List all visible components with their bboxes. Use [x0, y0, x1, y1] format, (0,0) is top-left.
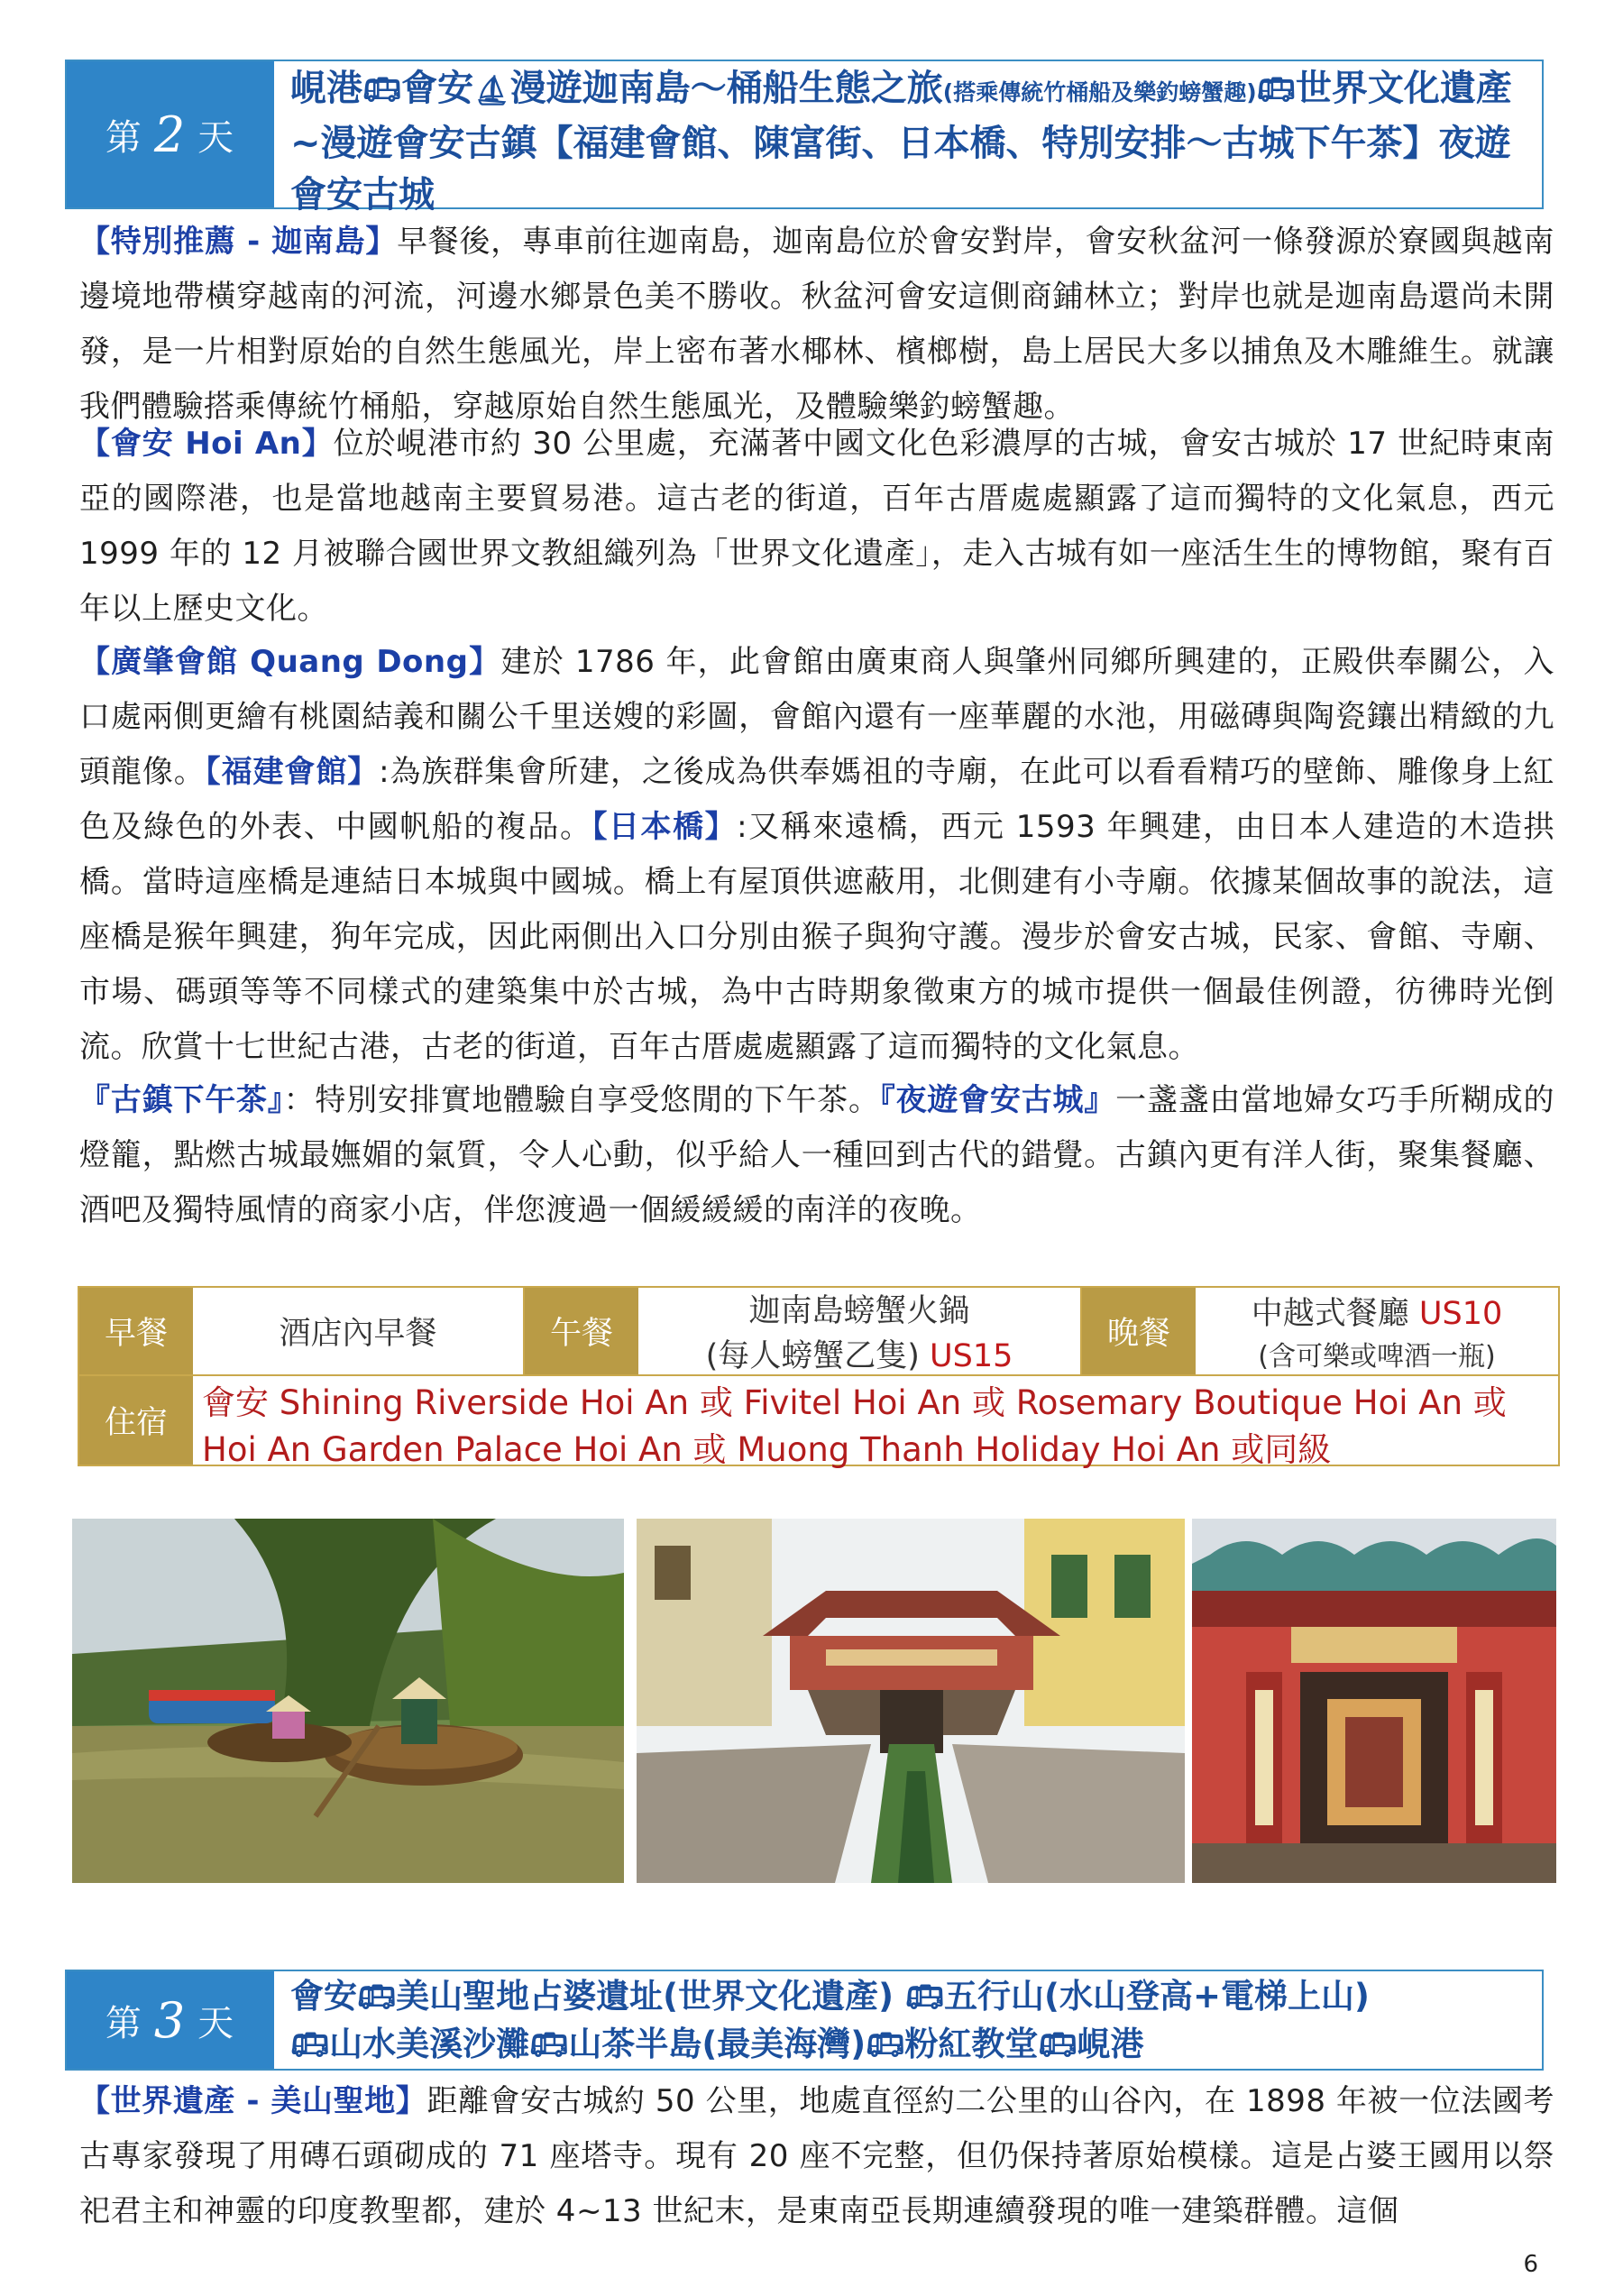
title-note: (搭乘傳統竹桶船及樂釣螃蟹趣) — [942, 79, 1257, 106]
bus-icon: 🚌︎ — [904, 1979, 945, 2016]
paragraph-assembly-halls — [79, 635, 1554, 1075]
day-number: 2 — [153, 106, 188, 163]
bus-icon: 🚌︎ — [866, 2027, 905, 2063]
dinner-price: US10 — [1418, 1296, 1503, 1332]
highlight-heading: 【特別推薦 - 迦南島】 — [79, 224, 398, 260]
day-prefix: 第 — [105, 116, 143, 159]
lunch-label: 午餐 — [525, 1288, 638, 1374]
meal-text: 酒店內早餐 — [279, 1316, 437, 1352]
highlight-heading: 【會安 Hoi An】 — [79, 426, 334, 462]
paragraph-text: 早餐後，專車前往迦南島，迦南島位於會安對岸，會安秋盆河一條發源於寮國與越南邊境地帶橫穿越南的河流，河邊水鄉景色美不勝收。秋盆河會安這側商鋪林立；對岸也就是迦南島還尚未開發，是一片相對原始的自然生態風光，岸上密布著水椰林、檳榔樹，島上居民大多以捕魚及木雕維生。就讓我們體驗搭乘傳統竹桶船，穿越原始自然生態風光，及體驗樂釣螃蟹趣。 — [79, 224, 1554, 425]
bus-icon: 🚌︎ — [529, 2027, 569, 2063]
bus-icon: 🚌︎ — [362, 72, 402, 108]
paragraph-my-son — [79, 2074, 1554, 2239]
boat-icon: ⛵︎ — [473, 73, 510, 107]
title-segment: 美山聖地占婆遺址(世界文化遺產) — [396, 1977, 894, 2016]
photo-basket-boat — [72, 1519, 624, 1883]
paragraph-text: ：特別安排實地體驗自享受悠閒的下午茶。 — [283, 1082, 880, 1118]
paragraph-text: :為族群集會所建，之後成為供奉媽祖的寺廟，在此可以看看精巧的壁飾、雕像身上紅色及綠色的外表、中國帆船的複品。 — [79, 754, 1555, 845]
day-suffix: 天 — [197, 116, 236, 159]
paragraph-text: :又稱來遠橋，西元 1593 年興建，由日本人建造的木造拱橋。當時這座橋是連結日本城與中國城。橋上有屋頂供遮蔽用，北側建有小寺廟。依據某個故事的說法，這座橋是猴年興建，狗年完成，因此兩側出入口分別由猴子與狗守護。漫步於會安古城，民家、會館、寺廟、市場、碼頭等等不同樣式的建築集中於古城，為中古時期象徵東方的城市提供一個最佳例證，彷彿時光倒流。欣賞十七世紀古港，古老的街道，百年古厝處處顯露了這而獨特的文化氣息。 — [79, 809, 1554, 1065]
hotel-list — [193, 1376, 1507, 1469]
title-segment: 會安 — [401, 68, 474, 109]
meal-note: (含可樂或啤酒一瓶) — [1258, 1341, 1496, 1373]
title-segment: 五行山(水山登高+電梯上山) — [944, 1977, 1370, 2016]
meal-table — [78, 1286, 1560, 1469]
highlight-heading: 『夜遊會安古城』 — [879, 1082, 1116, 1118]
page-number: 6 — [1523, 2251, 1538, 2278]
title-segment: 粉紅教堂 — [904, 2025, 1039, 2063]
breakfast-value — [193, 1288, 525, 1374]
title-segment: 會安 — [290, 1977, 357, 2016]
breakfast-label: 早餐 — [79, 1288, 193, 1374]
paragraph-text: 一盞盞由當地婦女巧手所糊成的燈籠，點燃古城最嫵媚的氣質，令人心動，似乎給人一種回到古代的錯覺。古鎮內更有洋人街，聚集餐廳、酒吧及獨特風情的商家小店，伴您渡過一個緩緩緩的南洋的夜晚。 — [79, 1082, 1555, 1228]
day2-title — [274, 61, 1542, 216]
day2-header — [65, 60, 1544, 216]
highlight-heading: 『古鎮下午茶』 — [79, 1082, 284, 1118]
meal-text: 迦南島螃蟹火鍋 — [748, 1293, 970, 1329]
highlight-heading: 【世界遺產 - 美山聖地】 — [79, 2083, 427, 2119]
paragraph-text: 建於 1786 年，此會館由廣東商人與肇州同鄉所興建的，正殿供奉關公，入口處兩側更繪有桃園結義和關公千里送嫂的彩圖，會館內還有一座華麗的水池，用磁磚與陶瓷鑲出精緻的九頭龍像。 — [79, 644, 1555, 790]
day3-title — [274, 1971, 1542, 2069]
dinner-label: 晚餐 — [1082, 1288, 1196, 1374]
hotel-line: 會安 Shining Riverside Hoi An 或 Fivitel Hoi An 或 Rosemary Boutique Hoi An 或 — [202, 1383, 1507, 1422]
day2-label — [67, 61, 274, 207]
meal-row — [79, 1288, 1558, 1376]
title-segment: 漫遊迦南島～桶船生態之旅 — [509, 68, 943, 109]
photo-japanese-bridge — [637, 1519, 1185, 1883]
hotel-row — [79, 1376, 1558, 1469]
title-segment: 峴港 — [1077, 2025, 1144, 2063]
day3-label — [67, 1971, 274, 2069]
highlight-heading: 【日本橋】 — [591, 809, 738, 845]
bus-icon: 🚌︎ — [357, 1979, 397, 2016]
lunch-value — [638, 1288, 1082, 1374]
title-segment: 山茶半島(最美海灣) — [568, 2025, 867, 2063]
day-prefix: 第 — [105, 2002, 143, 2044]
photo-assembly-hall — [1192, 1519, 1556, 1883]
meal-text: (每人螃蟹乙隻) — [705, 1338, 920, 1374]
paragraph-text: 位於峴港市約 30 公里處，充滿著中國文化色彩濃厚的古城，會安古城於 17 世紀時東南亞的國際港，也是當地越南主要貿易港。這古老的街道，百年古厝處處顯露了這而獨特的文化氣息，西元 1999 年的 12 月被聯合國世界文教組織列為「世界文化遺產」，走入古城有如一座活生生的博物館，聚有百年以上歷史文化。 — [79, 426, 1554, 627]
bus-icon: 🚌︎ — [1038, 2027, 1077, 2063]
meal-text: 中越式餐廳 — [1251, 1296, 1409, 1332]
day-number: 3 — [153, 1991, 188, 2049]
title-segment: 山水美溪沙灘 — [329, 2025, 530, 2063]
lunch-price: US15 — [930, 1338, 1013, 1374]
day3-header — [65, 1970, 1544, 2071]
hotel-line: Hoi An Garden Palace Hoi An 或 Muong Thanh Holiday Hoi An 或同級 — [202, 1430, 1332, 1469]
title-segment: 峴港 — [290, 68, 362, 109]
bus-icon: 🚌︎ — [1256, 72, 1296, 108]
paragraph-ganan-island — [79, 215, 1554, 435]
paragraph-hoi-an — [79, 417, 1554, 637]
bus-icon: 🚌︎ — [290, 2027, 330, 2063]
dinner-value — [1196, 1288, 1558, 1374]
hotel-label: 住宿 — [79, 1376, 193, 1465]
paragraph-tea-night — [79, 1073, 1554, 1238]
paragraph-text: 距離會安古城約 50 公里，地處直徑約二公里的山谷內，在 1898 年被一位法國考古專家發現了用磚石頭砌成的 71 座塔寺。現有 20 座不完整，但仍保持著原始模樣。這是占婆王國用以祭祀君主和神靈的印度教聖都，建於 4~13 世紀末，是東南亞長期連續發現的唯一建築群體。這個 — [79, 2083, 1554, 2229]
highlight-heading: 【廣肇會館 Quang Dong】 — [79, 644, 501, 680]
day-suffix: 天 — [197, 2002, 236, 2044]
title-segment: 世界文化遺產~漫遊會安古鎮【福建會館、陳富街、日本橋、特別安排～古城下午茶】夜遊會安古城 — [290, 68, 1512, 216]
highlight-heading: 【福建會館】 — [205, 754, 380, 790]
